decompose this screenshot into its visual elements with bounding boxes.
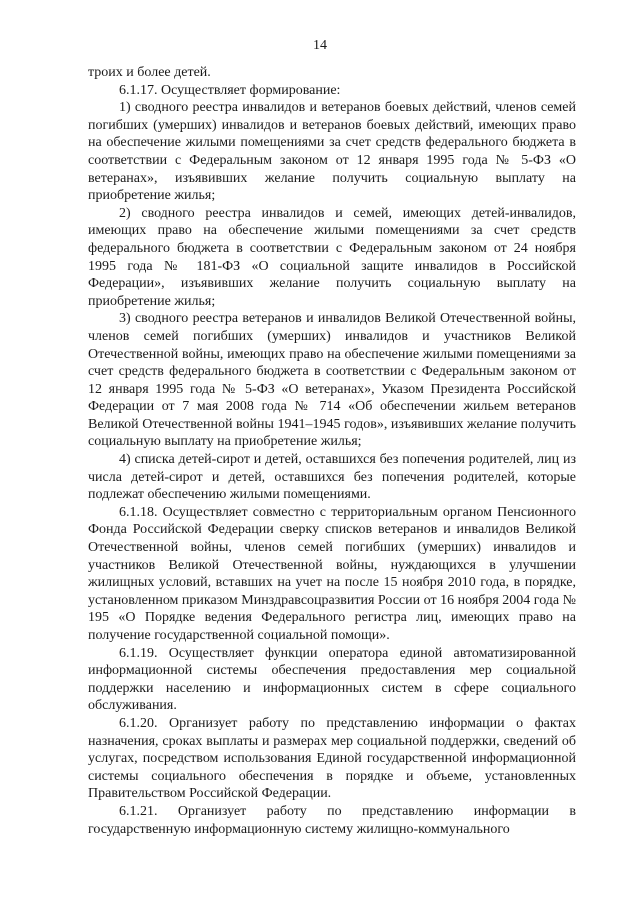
paragraph-6-1-20: 6.1.20. Организует работу по представлению информации о фактах назначения, сроках выплаты и размерах мер социальной поддержки, сведений об услугах, посредством использования Единой государственной информационной системы социального обеспечения в порядке и объеме, установленных Правительством Российской Федерации. <box>88 715 576 802</box>
paragraph-item-2: 2) сводного реестра инвалидов и семей, имеющих детей-инвалидов, имеющих право на обеспечение жилыми помещениями за счет средств федерального бюджета в соответствии с Федеральным законом от 24 ноября 1995 года № 181-ФЗ «О социальной защите инвалидов в Российской Федерации», изъявивших желание получить социальную выплату на приобретение жилья; <box>88 205 576 309</box>
paragraph-item-3: 3) сводного реестра ветеранов и инвалидов Великой Отечественной войны, членов семей погибших (умерших) инвалидов и участников Великой Отечественной войны, имеющих право на обеспечение жилыми помещениями за счет средств федерального бюджета в соответствии с Федеральным законом от 12 января 1995 года № 5-ФЗ «О ветеранах», Указом Президента Российской Федерации от 7 мая 2008 года № 714 «Об обеспечении жильем ветеранов Великой Отечественной войны 1941–1945 годов», изъявивших желание получить социальную выплату на приобретение жилья; <box>88 311 576 450</box>
page-number: 14 <box>313 38 327 53</box>
paragraph-6-1-18: 6.1.18. Осуществляет совместно с территориальным органом Пенсионного Фонда Российской Федерации сверку списков ветеранов и инвалидов Великой Отечественной войны, членов семей погибших (умерших) инвалидов и участников Великой Отечественной войны, нуждающихся в улучшении жилищных условий, вставших на учет на после 15 ноября 2010 года, в порядке, установленном приказом Минздравсоцразвития России от 16 ноября 2004 года № 195 «О Порядке ведения Федерального регистра лиц, имеющих право на получение государственной социальной помощи». <box>88 504 576 643</box>
document-body <box>88 64 576 838</box>
paragraph-6-1-17: 6.1.17. Осуществляет формирование: <box>119 82 341 98</box>
paragraph-6-1-21: 6.1.21. Организует работу по представлению информации в государственную информационную систему жилищно-коммунального <box>88 803 576 837</box>
paragraph-continuation: троих и более детей. <box>88 65 211 80</box>
paragraph-item-1: 1) сводного реестра инвалидов и ветеранов боевых действий, членов семей погибших (умерших) инвалидов и ветеранов боевых действий, имеющих право на обеспечение жилыми помещениями за счет средств федерального бюджета в соответствии с Федеральным законом от 12 января 1995 года № 5-ФЗ «О ветеранах», изъявивших желание получить социальную выплату на приобретение жилья; <box>88 100 576 204</box>
paragraph-item-4: 4) списка детей-сирот и детей, оставшихся без попечения родителей, лиц из числа детей-сирот и детей, оставшихся без попечения родителей, которые подлежат обеспечению жилыми помещениями. <box>88 452 576 503</box>
paragraph-6-1-19: 6.1.19. Осуществляет функции оператора единой автоматизированной информационной системы обеспечения предоставления мер социальной поддержки населению и информационных систем в сфере социального обслуживания. <box>88 645 576 714</box>
